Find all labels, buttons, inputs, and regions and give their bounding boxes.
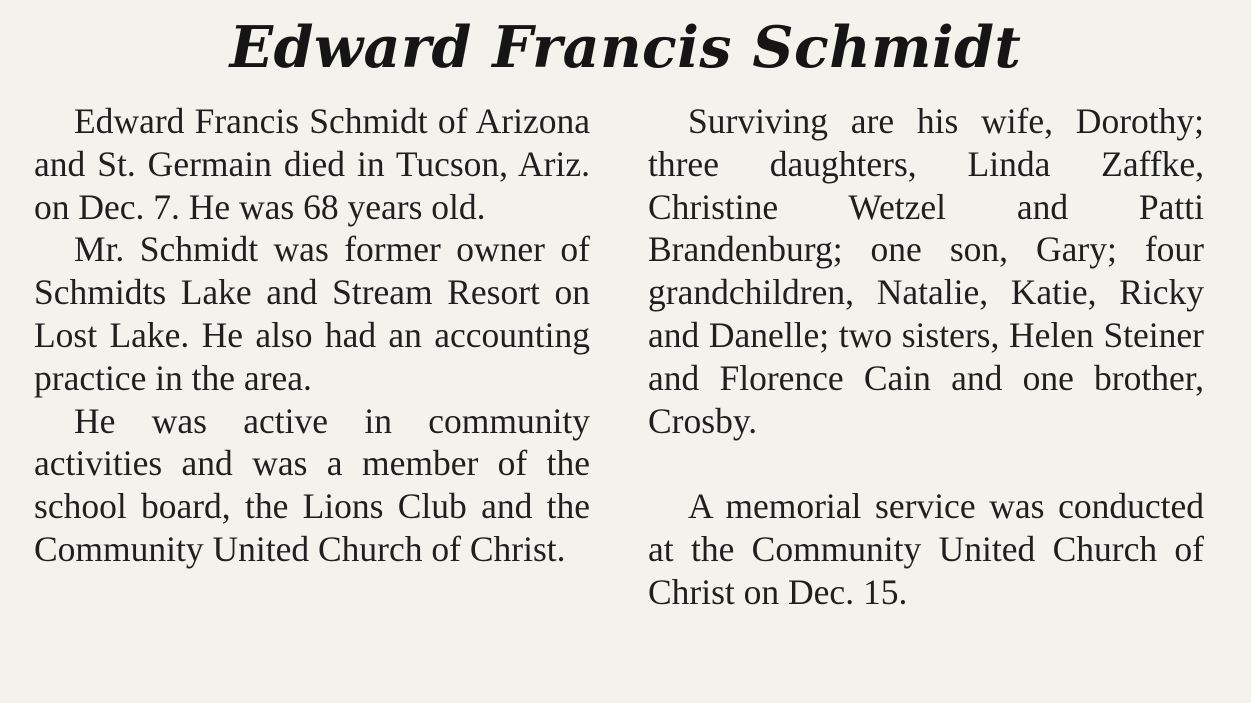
paragraph-death-notice: Edward Francis Schmidt of Arizona and St. Germain died in Tucson, Ariz. on Dec. 7. He was 68 years old. xyxy=(34,101,590,227)
right-column xyxy=(648,100,1204,614)
paragraph-career: Mr. Schmidt was former owner of Schmidts Lake and Stream Resort on Lost Lake. He also had an accounting practice in the area. xyxy=(34,229,590,398)
paragraph-community: He was active in community activities and was a member of the school board, the Lions Club and the Community United Church of Christ. xyxy=(34,400,590,569)
left-column xyxy=(34,100,590,571)
paragraph-memorial-service: A memorial service was conducted at the Community United Church of Christ on Dec. 15. xyxy=(648,486,1204,612)
paragraph-gap xyxy=(648,442,1204,485)
paragraph-survivors: Surviving are his wife, Dorothy; three daughters, Linda Zaffke, Christine Wetzel and Patti Brandenburg; one son, Gary; four grandchildren, Natalie, Katie, Ricky and Danelle; two sisters, Helen Steiner and Florence Cain and one brother, Crosby. xyxy=(648,101,1204,441)
obituary-title: Edward Francis Schmidt xyxy=(229,14,1022,81)
